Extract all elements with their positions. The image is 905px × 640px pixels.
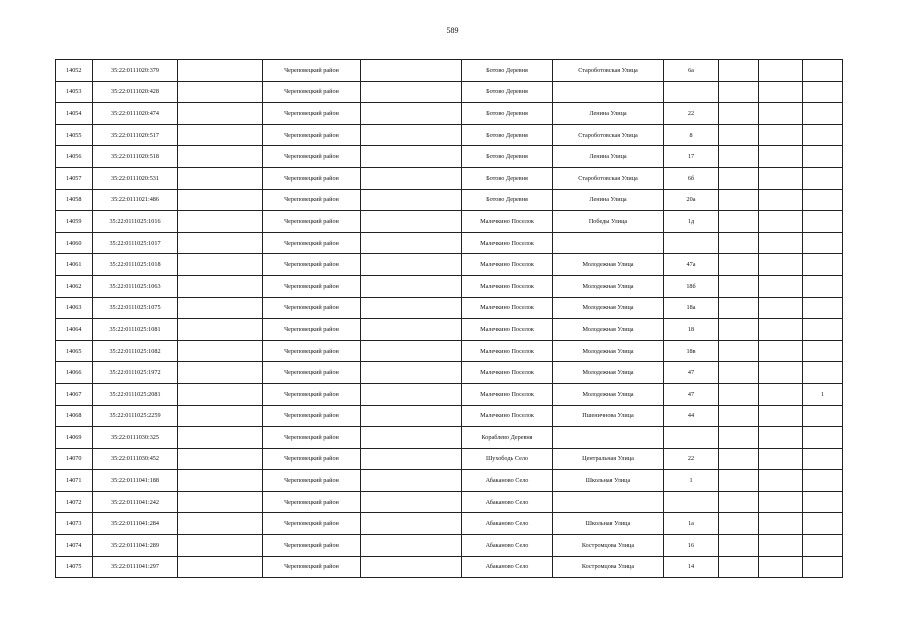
extra-cell	[803, 319, 843, 341]
locality-cell: Малечкино Поселок	[462, 319, 553, 341]
row-number-cell: 14059	[56, 211, 93, 233]
extra-cell	[803, 167, 843, 189]
street-cell	[553, 491, 664, 513]
blank-cell	[361, 448, 462, 470]
locality-cell: Малечкино Поселок	[462, 211, 553, 233]
extra-cell	[719, 470, 759, 492]
locality-cell: Ботово Деревня	[462, 189, 553, 211]
extra-cell	[719, 535, 759, 557]
row-number-cell: 14062	[56, 275, 93, 297]
cadastral-number-cell: 35:22:0111025:2081	[93, 383, 178, 405]
blank-cell	[178, 232, 263, 254]
extra-cell	[803, 491, 843, 513]
district-cell: Череповецкий район	[263, 491, 361, 513]
extra-cell	[719, 448, 759, 470]
house-number-cell	[664, 81, 719, 103]
table-row	[56, 81, 843, 103]
street-cell: Старобoтовская Улица	[553, 60, 664, 82]
extra-cell	[719, 60, 759, 82]
street-cell: Ленина Улица	[553, 146, 664, 168]
extra-cell	[803, 297, 843, 319]
extra-cell	[803, 60, 843, 82]
extra-cell	[719, 340, 759, 362]
row-number-cell: 14075	[56, 556, 93, 578]
house-number-cell: 1	[664, 470, 719, 492]
extra-cell	[719, 383, 759, 405]
locality-cell: Абаканово Село	[462, 513, 553, 535]
blank-cell	[361, 556, 462, 578]
table-row	[56, 60, 843, 82]
blank-cell	[361, 81, 462, 103]
table-row	[56, 319, 843, 341]
district-cell: Череповецкий район	[263, 167, 361, 189]
row-number-cell: 14053	[56, 81, 93, 103]
row-number-cell: 14071	[56, 470, 93, 492]
blank-cell	[178, 383, 263, 405]
house-number-cell: 1д	[664, 211, 719, 233]
street-cell: Пшеничнова Улица	[553, 405, 664, 427]
locality-cell: Абаканово Село	[462, 491, 553, 513]
table-row	[56, 297, 843, 319]
extra-cell	[719, 362, 759, 384]
street-cell: Школьная Улица	[553, 470, 664, 492]
extra-cell	[719, 513, 759, 535]
blank-cell	[178, 189, 263, 211]
extra-cell	[803, 362, 843, 384]
extra-cell	[759, 297, 803, 319]
cadastral-number-cell: 35:22:0111025:1017	[93, 232, 178, 254]
extra-cell: 1	[803, 383, 843, 405]
row-number-cell: 14055	[56, 124, 93, 146]
extra-cell	[803, 340, 843, 362]
cadastral-number-cell: 35:22:0111025:1972	[93, 362, 178, 384]
blank-cell	[361, 275, 462, 297]
extra-cell	[719, 405, 759, 427]
table-row	[56, 556, 843, 578]
extra-cell	[803, 254, 843, 276]
table-row	[56, 448, 843, 470]
extra-cell	[803, 81, 843, 103]
blank-cell	[361, 491, 462, 513]
extra-cell	[759, 427, 803, 449]
page-number: 589	[446, 26, 459, 35]
row-number-cell: 14069	[56, 427, 93, 449]
row-number-cell: 14068	[56, 405, 93, 427]
locality-cell: Малечкино Поселок	[462, 383, 553, 405]
blank-cell	[178, 81, 263, 103]
blank-cell	[178, 319, 263, 341]
blank-cell	[361, 405, 462, 427]
cadastral-number-cell: 35:22:0111020:531	[93, 167, 178, 189]
extra-cell	[719, 491, 759, 513]
blank-cell	[361, 319, 462, 341]
table-row	[56, 513, 843, 535]
extra-cell	[759, 362, 803, 384]
house-number-cell: 47а	[664, 254, 719, 276]
blank-cell	[361, 189, 462, 211]
extra-cell	[759, 448, 803, 470]
extra-cell	[719, 232, 759, 254]
extra-cell	[759, 124, 803, 146]
district-cell: Череповецкий район	[263, 189, 361, 211]
extra-cell	[759, 535, 803, 557]
extra-cell	[759, 103, 803, 125]
row-number-cell: 14058	[56, 189, 93, 211]
blank-cell	[178, 513, 263, 535]
locality-cell: Ботово Деревня	[462, 60, 553, 82]
table-row	[56, 362, 843, 384]
district-cell: Череповецкий район	[263, 232, 361, 254]
house-number-cell	[664, 232, 719, 254]
cadastral-number-cell: 35:22:0111041:242	[93, 491, 178, 513]
extra-cell	[803, 448, 843, 470]
locality-cell: Ботово Деревня	[462, 167, 553, 189]
cadastral-number-cell: 35:22:0111041:289	[93, 535, 178, 557]
district-cell: Череповецкий район	[263, 535, 361, 557]
cadastral-number-cell: 35:22:0111041:297	[93, 556, 178, 578]
cadastral-number-cell: 35:22:0111041:188	[93, 470, 178, 492]
blank-cell	[361, 340, 462, 362]
extra-cell	[803, 124, 843, 146]
table-row	[56, 124, 843, 146]
street-cell: Школьная Улица	[553, 513, 664, 535]
district-cell: Череповецкий район	[263, 211, 361, 233]
extra-cell	[719, 427, 759, 449]
table-row	[56, 383, 843, 405]
extra-cell	[759, 81, 803, 103]
district-cell: Череповецкий район	[263, 513, 361, 535]
blank-cell	[178, 535, 263, 557]
locality-cell: Малечкино Поселок	[462, 254, 553, 276]
house-number-cell: 14	[664, 556, 719, 578]
table-row	[56, 340, 843, 362]
table-row	[56, 189, 843, 211]
cadastral-number-cell: 35:22:0111020:428	[93, 81, 178, 103]
row-number-cell: 14057	[56, 167, 93, 189]
blank-cell	[361, 167, 462, 189]
row-number-cell: 14054	[56, 103, 93, 125]
cadastral-number-cell: 35:22:0111030:452	[93, 448, 178, 470]
extra-cell	[759, 556, 803, 578]
blank-cell	[178, 427, 263, 449]
house-number-cell: 47	[664, 383, 719, 405]
table-row	[56, 275, 843, 297]
extra-cell	[719, 146, 759, 168]
extra-cell	[719, 167, 759, 189]
locality-cell: Ботово Деревня	[462, 146, 553, 168]
cadastral-number-cell: 35:22:0111025:1063	[93, 275, 178, 297]
extra-cell	[759, 340, 803, 362]
table-row	[56, 427, 843, 449]
blank-cell	[361, 254, 462, 276]
street-cell: Центральная Улица	[553, 448, 664, 470]
district-cell: Череповецкий район	[263, 60, 361, 82]
table-row	[56, 146, 843, 168]
cadastral-number-cell: 35:22:0111030:325	[93, 427, 178, 449]
district-cell: Череповецкий район	[263, 103, 361, 125]
row-number-cell: 14052	[56, 60, 93, 82]
extra-cell	[759, 211, 803, 233]
house-number-cell: 20а	[664, 189, 719, 211]
extra-cell	[759, 254, 803, 276]
extra-cell	[759, 491, 803, 513]
blank-cell	[178, 254, 263, 276]
blank-cell	[178, 211, 263, 233]
cadastral-number-cell: 35:22:0111025:1081	[93, 319, 178, 341]
extra-cell	[719, 297, 759, 319]
district-cell: Череповецкий район	[263, 470, 361, 492]
house-number-cell: 17	[664, 146, 719, 168]
extra-cell	[803, 146, 843, 168]
locality-cell: Абаканово Село	[462, 535, 553, 557]
blank-cell	[178, 405, 263, 427]
extra-cell	[759, 383, 803, 405]
cadastral-number-cell: 35:22:0111020:517	[93, 124, 178, 146]
house-number-cell: 22	[664, 448, 719, 470]
extra-cell	[759, 319, 803, 341]
house-number-cell: 1а	[664, 513, 719, 535]
blank-cell	[178, 340, 263, 362]
locality-cell: Кораблево Деревня	[462, 427, 553, 449]
blank-cell	[361, 535, 462, 557]
district-cell: Череповецкий район	[263, 275, 361, 297]
extra-cell	[719, 254, 759, 276]
cadastral-number-cell: 35:22:0111025:1016	[93, 211, 178, 233]
extra-cell	[803, 232, 843, 254]
street-cell: Молодежная Улица	[553, 362, 664, 384]
row-number-cell: 14065	[56, 340, 93, 362]
blank-cell	[361, 297, 462, 319]
street-cell: Молодежная Улица	[553, 254, 664, 276]
blank-cell	[361, 124, 462, 146]
cadastral-number-cell: 35:22:0111021:486	[93, 189, 178, 211]
locality-cell: Ботово Деревня	[462, 103, 553, 125]
table-row	[56, 211, 843, 233]
extra-cell	[803, 211, 843, 233]
row-number-cell: 14064	[56, 319, 93, 341]
blank-cell	[361, 103, 462, 125]
locality-cell: Абаканово Село	[462, 556, 553, 578]
blank-cell	[361, 211, 462, 233]
extra-cell	[759, 232, 803, 254]
blank-cell	[178, 146, 263, 168]
district-cell: Череповецкий район	[263, 340, 361, 362]
cadastral-number-cell: 35:22:0111020:474	[93, 103, 178, 125]
blank-cell	[178, 103, 263, 125]
extra-cell	[759, 470, 803, 492]
district-cell: Череповецкий район	[263, 81, 361, 103]
row-number-cell: 14066	[56, 362, 93, 384]
extra-cell	[719, 81, 759, 103]
blank-cell	[361, 427, 462, 449]
blank-cell	[361, 362, 462, 384]
district-cell: Череповецкий район	[263, 556, 361, 578]
street-cell: Молодежная Улица	[553, 275, 664, 297]
extra-cell	[759, 275, 803, 297]
street-cell: Молодежная Улица	[553, 319, 664, 341]
street-cell: Молодежная Улица	[553, 383, 664, 405]
cadastral-number-cell: 35:22:0111041:284	[93, 513, 178, 535]
blank-cell	[178, 275, 263, 297]
cadastral-number-cell: 35:22:0111025:1018	[93, 254, 178, 276]
row-number-cell: 14074	[56, 535, 93, 557]
extra-cell	[803, 470, 843, 492]
district-cell: Череповецкий район	[263, 405, 361, 427]
house-number-cell: 18в	[664, 340, 719, 362]
district-cell: Череповецкий район	[263, 427, 361, 449]
locality-cell: Малечкино Поселок	[462, 297, 553, 319]
blank-cell	[361, 383, 462, 405]
table-row	[56, 535, 843, 557]
extra-cell	[803, 556, 843, 578]
cadastral-number-cell: 35:22:0111025:1082	[93, 340, 178, 362]
street-cell: Молодежная Улица	[553, 297, 664, 319]
table-row	[56, 405, 843, 427]
extra-cell	[759, 405, 803, 427]
locality-cell: Абаканово Село	[462, 470, 553, 492]
row-number-cell: 14063	[56, 297, 93, 319]
table-row	[56, 103, 843, 125]
house-number-cell: 22	[664, 103, 719, 125]
extra-cell	[759, 189, 803, 211]
blank-cell	[178, 124, 263, 146]
district-cell: Череповецкий район	[263, 319, 361, 341]
street-cell: Костромцова Улица	[553, 535, 664, 557]
locality-cell: Ботово Деревня	[462, 81, 553, 103]
row-number-cell: 14060	[56, 232, 93, 254]
street-cell	[553, 81, 664, 103]
table-row	[56, 470, 843, 492]
extra-cell	[719, 556, 759, 578]
extra-cell	[719, 103, 759, 125]
street-cell: Старобoтовская Улица	[553, 167, 664, 189]
extra-cell	[759, 167, 803, 189]
cadastral-number-cell: 35:22:0111025:1075	[93, 297, 178, 319]
extra-cell	[719, 275, 759, 297]
street-cell	[553, 232, 664, 254]
extra-cell	[803, 189, 843, 211]
extra-cell	[719, 189, 759, 211]
blank-cell	[361, 60, 462, 82]
street-cell: Молодежная Улица	[553, 340, 664, 362]
blank-cell	[178, 556, 263, 578]
cadastral-number-cell: 35:22:0111025:2259	[93, 405, 178, 427]
house-number-cell: 6а	[664, 60, 719, 82]
district-cell: Череповецкий район	[263, 254, 361, 276]
blank-cell	[178, 491, 263, 513]
extra-cell	[803, 275, 843, 297]
row-number-cell: 14073	[56, 513, 93, 535]
cadastral-number-cell: 35:22:0111020:379	[93, 60, 178, 82]
table-row	[56, 232, 843, 254]
district-cell: Череповецкий район	[263, 146, 361, 168]
locality-cell: Шухободь Село	[462, 448, 553, 470]
locality-cell: Малечкино Поселок	[462, 340, 553, 362]
house-number-cell: 44	[664, 405, 719, 427]
extra-cell	[803, 103, 843, 125]
row-number-cell: 14067	[56, 383, 93, 405]
street-cell	[553, 427, 664, 449]
blank-cell	[178, 167, 263, 189]
house-number-cell: 47	[664, 362, 719, 384]
house-number-cell: 6б	[664, 167, 719, 189]
house-number-cell: 18а	[664, 297, 719, 319]
blank-cell	[361, 513, 462, 535]
street-cell: Ленина Улица	[553, 103, 664, 125]
extra-cell	[759, 60, 803, 82]
locality-cell: Малечкино Поселок	[462, 405, 553, 427]
row-number-cell: 14056	[56, 146, 93, 168]
blank-cell	[178, 470, 263, 492]
district-cell: Череповецкий район	[263, 362, 361, 384]
district-cell: Череповецкий район	[263, 383, 361, 405]
blank-cell	[178, 448, 263, 470]
extra-cell	[759, 513, 803, 535]
extra-cell	[803, 513, 843, 535]
street-cell: Костромцова Улица	[553, 556, 664, 578]
house-number-cell: 18	[664, 319, 719, 341]
house-number-cell	[664, 491, 719, 513]
district-cell: Череповецкий район	[263, 297, 361, 319]
blank-cell	[178, 297, 263, 319]
extra-cell	[719, 124, 759, 146]
row-number-cell: 14070	[56, 448, 93, 470]
extra-cell	[719, 211, 759, 233]
table-row	[56, 167, 843, 189]
table-row	[56, 254, 843, 276]
street-cell: Ленина Улица	[553, 189, 664, 211]
district-cell: Череповецкий район	[263, 448, 361, 470]
row-number-cell: 14072	[56, 491, 93, 513]
street-cell: Старобoтовская Улица	[553, 124, 664, 146]
locality-cell: Малечкино Поселок	[462, 275, 553, 297]
registry-table	[55, 59, 843, 578]
district-cell: Череповецкий район	[263, 124, 361, 146]
table-row	[56, 491, 843, 513]
blank-cell	[361, 146, 462, 168]
extra-cell	[803, 405, 843, 427]
house-number-cell: 16	[664, 535, 719, 557]
street-cell: Победы Улица	[553, 211, 664, 233]
extra-cell	[759, 146, 803, 168]
locality-cell: Малечкино Поселок	[462, 362, 553, 384]
blank-cell	[361, 232, 462, 254]
locality-cell: Малечкино Поселок	[462, 232, 553, 254]
blank-cell	[361, 470, 462, 492]
extra-cell	[803, 427, 843, 449]
blank-cell	[178, 60, 263, 82]
cadastral-number-cell: 35:22:0111020:518	[93, 146, 178, 168]
blank-cell	[178, 362, 263, 384]
extra-cell	[719, 319, 759, 341]
row-number-cell: 14061	[56, 254, 93, 276]
house-number-cell: 8	[664, 124, 719, 146]
house-number-cell	[664, 427, 719, 449]
extra-cell	[803, 535, 843, 557]
house-number-cell: 18б	[664, 275, 719, 297]
locality-cell: Ботово Деревня	[462, 124, 553, 146]
